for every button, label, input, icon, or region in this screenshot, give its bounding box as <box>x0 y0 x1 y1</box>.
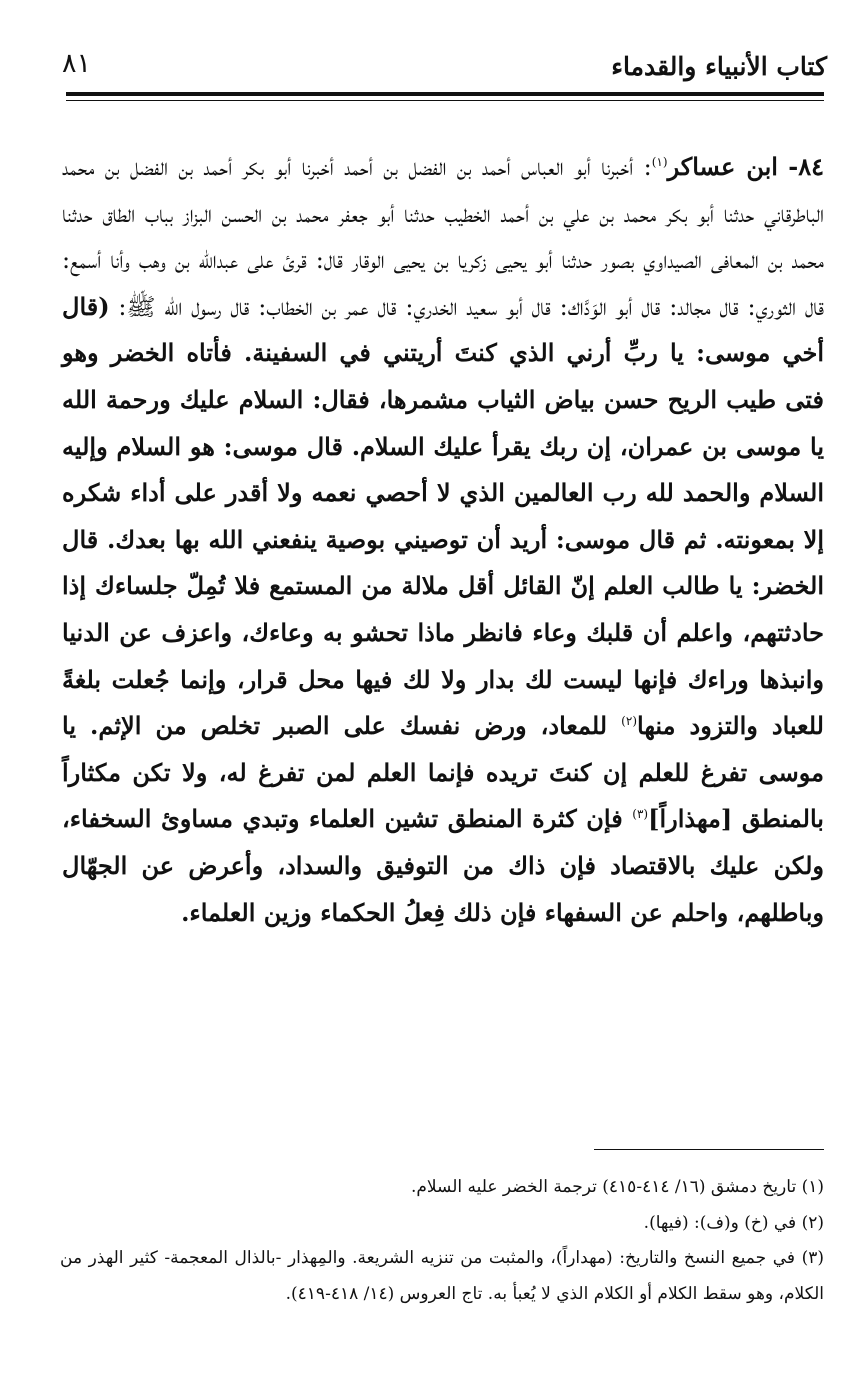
footnotes <box>60 1170 824 1312</box>
footnote-2: (٢) في (خ) و(ف): (فيها). <box>643 1212 824 1233</box>
matn-text-part-1: (قال أخي موسى: يا ربِّ أرني الذي كنتَ أريتني في السفينة. فأتاه الخضر وهو فتى طيب الريح حسن بياض الثياب مشمرها، فقال: السلام عليك ورحمة الله يا موسى بن عمران، إن ربك يقرأ عليك السلام. قال موسى: هو السلام وإليه السلام والحمد لله رب العالمين الذي لا أحصي نعمه ولا أقدر على أداء شكره إلا بمعونته. ثم قال موسى: أريد أن توصيني بوصية ينفعني الله بها بعدك. قال الخضر: يا طالب العلم إنّ القائل أقل ملالة من المستمع فلا تُمِلّ جلساءك إذا حادثتهم، واعلم أن قلبك وعاء فانظر ماذا تحشو به وعاءك، واعزف عن الدنيا وانبذها وراءك فإنها ليست لك بدار ولا لك فيها محل قرار، وإنما جُعلت بلغةً للعباد والتزود منها <box>62 291 824 741</box>
matn-text-part-3: فإن كثرة المنطق تشين العلماء وتبدي مساوئ السخفاء، ولكن عليك بالاقتصاد فإن ذاك من التوفيق والسداد، وأعرض عن الجهّال وباطلهم، واحلم عن السفهاء فإن ذلك فِعلُ الحكماء وزين العلماء. <box>62 804 824 927</box>
footnote-ref-1[interactable]: (١) <box>651 155 668 169</box>
running-title: كتاب الأنبياء والقدماء <box>611 52 827 81</box>
page-number: ٨١ <box>62 48 92 79</box>
hadith-entry <box>62 144 824 936</box>
matn-text-part-2: للمعاد، ورض نفسك على الصبر تخلص من الإثم. يا موسى تفرغ للعلم إن كنتَ تريده فإنما العلم لمن تفرغ له، ولا تكن مكثاراً بالمنطق [مهذاراً] <box>62 711 824 834</box>
footnote-separator <box>594 1149 824 1150</box>
entry-number: ٨٤- <box>788 152 825 181</box>
header-rule-thin <box>66 100 824 101</box>
footnote-3: (٣) في جميع النسخ والتاريخ: (مهداراً)، والمثبت من تنزيه الشريعة. والمِهذار -بالذال المعجمة- كثير الهذر من الكلام، وهو سقط الكلام أو الكلام الذي لا يُعبأ به. تاج العروس (١٤/ ٤١٨-٤١٩). <box>60 1248 824 1304</box>
footnote-1: (١) تاريخ دمشق (١٦/ ٤١٤-٤١٥) ترجمة الخضر عليه السلام. <box>410 1177 824 1197</box>
footnote-ref-2[interactable]: (٢) <box>621 714 637 729</box>
isnad-text: : أخبرنا أبو العباس أحمد بن الفضل بن أحمد أخبرنا أبو بكر أحمد بن الفضل بن محمد الباطرقاني حدثنا أبو بكر محمد بن علي بن أحمد الخطيب حدثنا أبو جعفر محمد بن الحسن البزاز بباب الطاق حدثنا محمد بن المعافى الصيداوي بصور حدثنا أبو يحيى زكريا بن يحيى الوقار قال: قرئ على عبدالله بن وهب وأنا أسمع: قال الثوري: قال مجالد: قال أبو الوَدَّاك: قال أبو سعيد الخدري: قال عمر بن الخطاب: قال رسول الله ﷺ: <box>62 153 825 321</box>
entry-source: ابن عساكر <box>667 152 778 181</box>
footnote-ref-3[interactable]: (٣) <box>632 807 649 822</box>
header-rule-thick <box>66 92 824 96</box>
